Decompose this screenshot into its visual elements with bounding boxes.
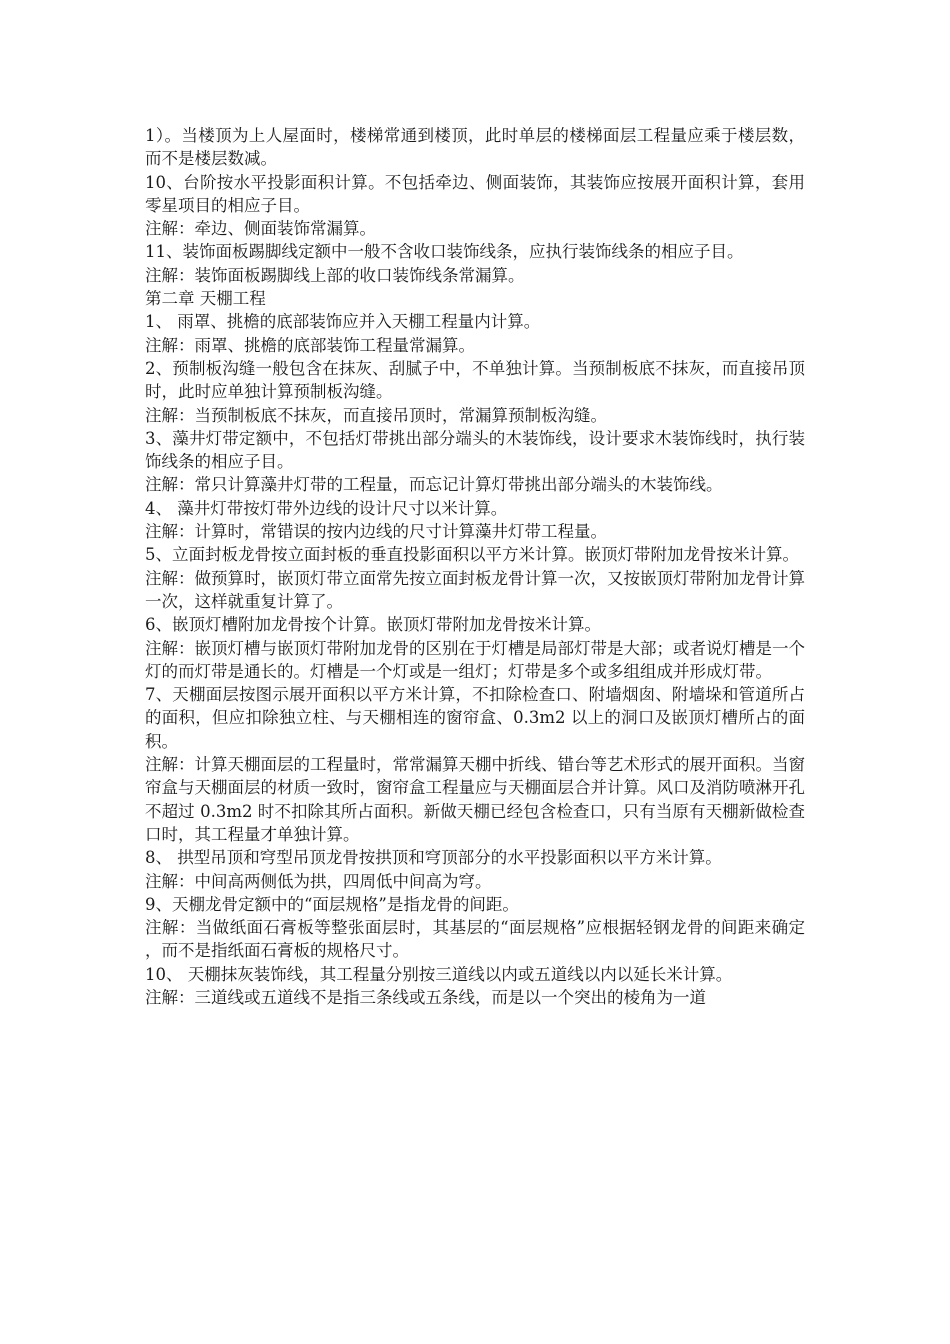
annotation: 注解：装饰面板踢脚线上部的收口装饰线条常漏算。 xyxy=(145,265,525,285)
paragraph: 4、 藻井灯带按灯带外边线的设计尺寸以米计算。 xyxy=(145,498,508,518)
annotation: 注解：计算天棚面层的工程量时，常常漏算天棚中折线、错台等艺术形式的展开面积。当窗帘盒与天棚面层的材质一致时，窗帘盒工程量应与天棚面层合并计算。风口及消防喷淋开孔不超过 0.3m2 时不扣除其所占面积。新做天棚已经包含检查口，只有当原有天棚新做检查口时，其工程量才单独计算。 xyxy=(145,755,805,844)
paragraph: 2、预制板沟缝一般包含在抹灰、刮腻子中，不单独计算。当预制板底不抹灰，而直接吊顶时，此时应单独计算预制板沟缝。 xyxy=(145,358,805,402)
chapter-heading: 第二章 天棚工程 xyxy=(145,289,266,309)
annotation: 注解：当预制板底不抹灰，而直接吊顶时，常漏算预制板沟缝。 xyxy=(145,405,607,425)
annotation: 注解：中间高两侧低为拱，四周低中间高为穹。 xyxy=(145,871,492,891)
paragraph: 8、 拱型吊顶和穹型吊顶龙骨按拱顶和穹顶部分的水平投影面积以平方米计算。 xyxy=(145,848,722,868)
paragraph: 11、装饰面板踢脚线定额中一般不含收口装饰线条，应执行装饰线条的相应子目。 xyxy=(145,242,744,262)
paragraph: 7、天棚面层按图示展开面积以平方米计算，不扣除检查口、附墙烟囱、附墙垛和管道所占的面积，但应扣除独立柱、与天棚相连的窗帘盒、0.3m2 以上的洞口及嵌顶灯槽所占的面积。 xyxy=(145,685,805,751)
annotation: 注解：计算时，常错误的按内边线的尺寸计算藻井灯带工程量。 xyxy=(145,522,607,542)
paragraph: 6、嵌顶灯槽附加龙骨按个计算。嵌顶灯带附加龙骨按米计算。 xyxy=(145,615,601,635)
annotation: 注解：牵边、侧面装饰常漏算。 xyxy=(145,219,376,239)
paragraph: 9、天棚龙骨定额中的“面层规格”是指龙骨的间距。 xyxy=(145,894,519,914)
paragraph: 10、台阶按水平投影面积计算。不包括牵边、侧面装饰，其装饰应按展开面积计算，套用零星项目的相应子目。 xyxy=(145,172,805,215)
annotation: 注解：当做纸面石膏板等整张面层时，其基层的“面层规格”应根据轻钢龙骨的间距来确定，而不是指纸面石膏板的规格尺寸。 xyxy=(145,918,805,961)
annotation: 注解：三道线或五道线不是指三条线或五条线，而是以一个突出的棱角为一道 xyxy=(145,987,706,1007)
paragraph: 3、藻井灯带定额中，不包括灯带挑出部分端头的木装饰线，设计要求木装饰线时，执行装饰线条的相应子目。 xyxy=(145,428,805,472)
annotation: 注解：常只计算藻井灯带的工程量，而忘记计算灯带挑出部分端头的木装饰线。 xyxy=(145,475,723,495)
annotation: 注解：雨罩、挑檐的底部装饰工程量常漏算。 xyxy=(145,335,475,355)
paragraph: 1）。当楼顶为上人屋面时，楼梯常通到楼顶，此时单层的楼梯面层工程量应乘于楼层数，而不是楼层数减。 xyxy=(145,126,805,169)
annotation: 注解：嵌顶灯槽与嵌顶灯带附加龙骨的区别在于灯槽是局部灯带是大部；或者说灯槽是一个灯的而灯带是通长的。灯槽是一个灯或是一组灯；灯带是多个或多组组成并形成灯带。 xyxy=(145,638,805,681)
annotation: 注解：做预算时，嵌顶灯带立面常先按立面封板龙骨计算一次，又按嵌顶灯带附加龙骨计算一次，这样就重复计算了。 xyxy=(145,568,805,611)
document-body xyxy=(145,124,805,1009)
paragraph: 10、 天棚抹灰装饰线，其工程量分别按三道线以内或五道线以内以延长米计算。 xyxy=(145,964,733,984)
paragraph: 5、立面封板龙骨按立面封板的垂直投影面积以平方米计算。嵌顶灯带附加龙骨按米计算。 xyxy=(145,545,799,565)
paragraph: 1、 雨罩、挑檐的底部装饰应并入天棚工程量内计算。 xyxy=(145,312,541,332)
